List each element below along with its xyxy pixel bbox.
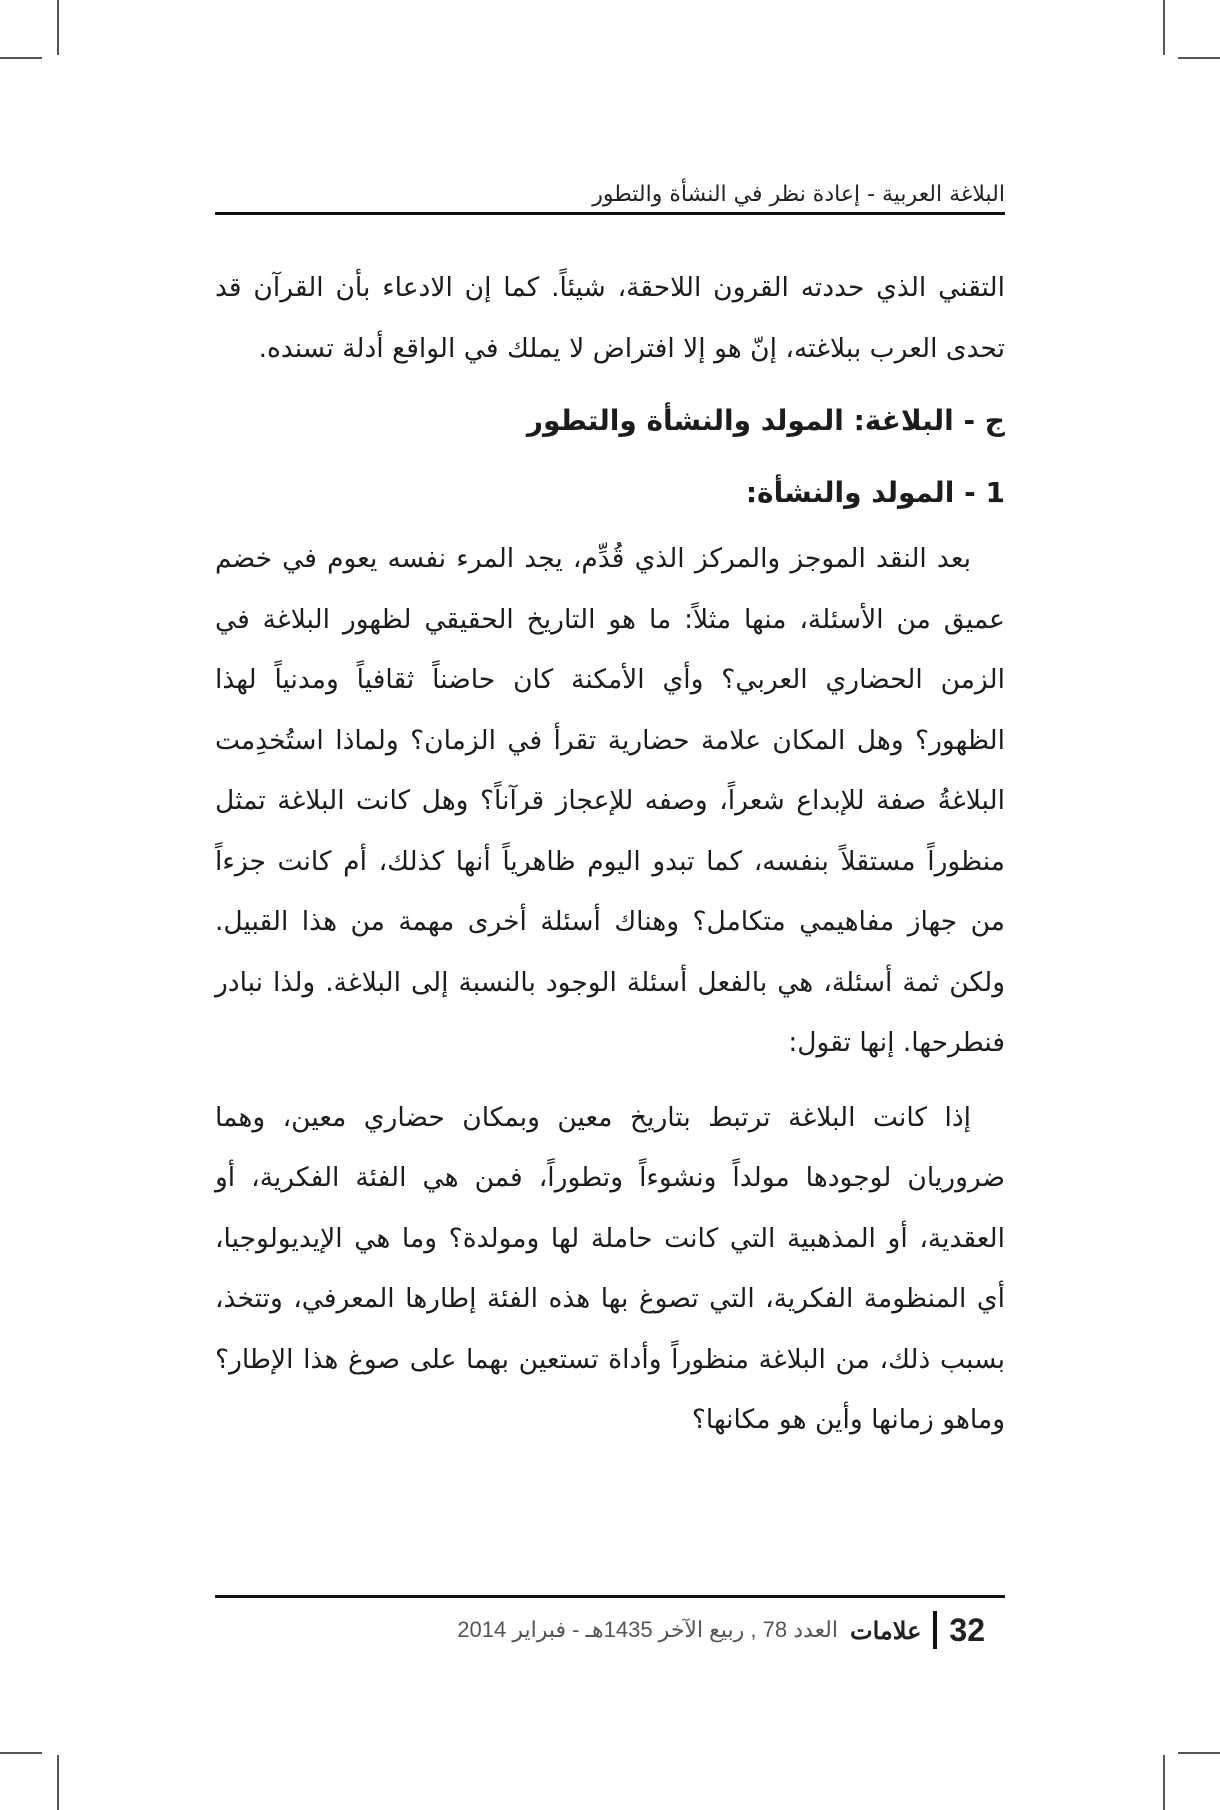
- paragraph-intro: التقني الذي حددته القرون اللاحقة، شيئاً. كما إن الادعاء بأن القرآن قد تحدى العرب ببلاغته، إنّ هو إلا افتراض لا يملك في الواقع أدلة تسنده.: [215, 272, 1005, 364]
- paragraph-if: إذا كانت البلاغة ترتبط بتاريخ معين وبمكان حضاري معين، وهما ضروريان لوجودها مولداً ونشوءاً وتطوراً، فمن هي الفئة الفكرية، أو العقدية، أو المذهبية التي كانت حاملة لها ومولدة؟ وما هي الإيديولوجيا، أي المنظومة الفكرية، التي تصوغ بها هذه الفئة إطارها المعرفي، وتتخذ، بسبب ذلك، من البلاغة منظوراً وأداة تستعين بهما على صوغ هذا الإطار؟ وماهو زمانها وأين هو مكانها؟: [215, 1101, 1005, 1435]
- crop-mark-top-right-v: [1163, 0, 1165, 55]
- crop-mark-bottom-left-v: [57, 1755, 59, 1810]
- crop-mark-bottom-left-h: [0, 1752, 42, 1754]
- crop-mark-top-left-v: [57, 0, 59, 55]
- subsection-heading: 1 - المولد والنشأة:: [745, 476, 1005, 509]
- running-header: البلاغة العربية - إعادة نظر في النشأة والتطور: [592, 182, 1005, 207]
- footer-divider: [933, 1611, 937, 1649]
- section-heading: ج - البلاغة: المولد والنشأة والتطور: [526, 404, 1005, 437]
- crop-mark-top-right-h: [1178, 57, 1220, 59]
- issue-info: العدد 78 , ربيع الآخر 1435هـ - فبراير 2014: [457, 1617, 838, 1642]
- page-footer: [457, 1608, 985, 1652]
- crop-mark-bottom-right-h: [1178, 1752, 1220, 1754]
- footer-rule: [215, 1595, 1005, 1598]
- header-rule: [215, 212, 1005, 215]
- paragraph-questions: بعد النقد الموجز والمركز الذي قُدِّم، يجد المرء نفسه يعوم في خضم عميق من الأسئلة، منها مثلاً: ما هو التاريخ الحقيقي لظهور البلاغة في الزمن الحضاري العربي؟ وأي الأمكنة كان حاضناً ثقافياً ومدنياً لهذا الظهور؟ وهل المكان علامة حضارية تقرأ في الزمان؟ ولماذا استُخدِمت البلاغةُ صفة للإبداع شعراً، وصفه للإعجاز قرآناً؟ وهل كانت البلاغة تمثل منظوراً مستقلاً بنفسه، كما تبدو اليوم ظاهرياً أنها كذلك، أم كانت جزءاً من جهاز مفاهيمي متكامل؟ وهناك أسئلة أخرى مهمة من هذا القبيل. ولكن ثمة أسئلة، هي بالفعل أسئلة الوجود بالنسبة إلى البلاغة. ولذا نبادر فنطرحها. إنها تقول:: [215, 543, 1005, 1058]
- document-page: [215, 160, 1005, 1660]
- crop-mark-top-left-h: [0, 57, 42, 59]
- body-text: [215, 258, 1005, 1451]
- journal-logo: علامات: [850, 1615, 922, 1645]
- crop-mark-bottom-right-v: [1163, 1755, 1165, 1810]
- page-number: 32: [949, 1611, 985, 1648]
